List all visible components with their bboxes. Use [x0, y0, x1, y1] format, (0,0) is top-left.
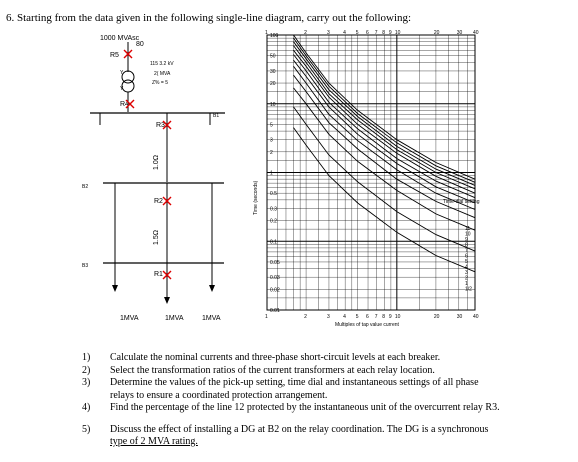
source-label: 1000 MVAsc [100, 35, 140, 42]
x-tick-top-label: 10 [394, 30, 401, 36]
transformer-impedance: Z% = 5 [152, 80, 168, 86]
x-tick-label: 7 [374, 314, 378, 320]
chart-x-ticks [265, 30, 479, 320]
dial-tick-label: 7 [465, 248, 468, 254]
y-tick-label: 0.1 [270, 239, 277, 246]
task-number: 4) [82, 402, 91, 413]
dial-tick-label: 3 [465, 270, 468, 276]
transformer-rating: 2( MVA [154, 71, 171, 77]
y-tick-label: 2 [270, 149, 273, 156]
y-tick-label: 0.01 [270, 308, 280, 314]
single-line-diagram [70, 30, 245, 330]
dial-tick-label: 6 [465, 253, 468, 260]
y-tick-label: 0.05 [270, 259, 280, 266]
x-tick-label: 10 [394, 314, 401, 320]
x-tick-label: 30 [456, 314, 463, 320]
x-tick-top-label: 8 [382, 30, 386, 36]
x-tick-top-label: 9 [388, 30, 392, 36]
x-tick-top-label: 7 [374, 30, 378, 36]
y-tick-label: 0.03 [270, 275, 280, 282]
task-text-line: Discuss the effect of installing a DG at B2 on the relay coordination. The DG is a synchronous [110, 423, 489, 435]
y-tick-label: 30 [270, 68, 276, 75]
x-tick-top-label: 3 [326, 30, 330, 36]
chart-right-ticks [465, 226, 472, 293]
task-text-line: Select the transformation ratios of the current transformers at each relay location. [110, 364, 435, 376]
x-tick-top-label: 2 [304, 30, 307, 36]
x-tick-top-label: 20 [433, 30, 440, 36]
x-tick-label: 4 [343, 314, 346, 320]
y-tick-label: 1 [270, 170, 273, 177]
x-tick-label: 9 [388, 314, 392, 320]
load-2-label: 1MVA [165, 315, 184, 322]
x-tick-label: 5 [355, 314, 359, 320]
load-1-label: 1MVA [120, 315, 139, 322]
x-tick-top-label: 40 [473, 30, 479, 36]
x-tick-label: 40 [473, 314, 479, 320]
relay-r1-label: R1 [154, 271, 163, 278]
x-tick-top-label: 6 [366, 30, 369, 36]
task-text-line: Determine the values of the pick-up setting, time dial and instantaneous settings of all phase [110, 377, 479, 388]
y-tick-label: 0.02 [270, 287, 280, 294]
y-tick-label: 0.3 [270, 206, 277, 213]
transformer-y1: Y [120, 70, 124, 76]
task-list [82, 352, 572, 449]
dial-tick-label: 4 [465, 264, 468, 271]
task-number: 3) [82, 377, 91, 388]
line12-impedance: 1.0Ω [153, 155, 160, 170]
x-tick-label: 6 [366, 314, 369, 320]
dial-tick-label: 11 [465, 226, 471, 232]
task-text-line: relays to ensure a coordinated protection arrangement. [110, 389, 328, 401]
dial-tick-label: 1/2 [465, 286, 472, 293]
task-text-line: type of 2 MVA rating. [110, 436, 198, 447]
x-tick-label: 1 [265, 314, 268, 320]
load-3-label: 1MVA [202, 315, 221, 322]
y-tick-label: 10 [270, 101, 276, 108]
bus-b2-label: B2 [82, 184, 89, 190]
y-tick-label: 3 [270, 137, 273, 144]
task-text-line: Calculate the nominal currents and three-phase short-circuit levels at each breaker. [110, 352, 441, 363]
task-number: 2) [82, 364, 91, 376]
x-tick-top-label: 5 [355, 30, 359, 36]
task-text-line: Find the percentage of the line 12 protected by the instantaneous unit of the overcurrent relay R3. [110, 402, 500, 413]
x-tick-top-label: 1 [265, 30, 268, 36]
task-number: 1) [82, 352, 91, 363]
task-item [82, 352, 572, 365]
chart-y-axis-label: Time (seconds) [253, 180, 259, 215]
task-item [82, 377, 572, 402]
dial-tick-label: 2 [465, 275, 468, 282]
task-number: 5) [82, 423, 91, 435]
source-x-label: 80 [136, 41, 144, 48]
y-tick-label: 0.5 [270, 191, 277, 198]
line23-impedance: 1.5Ω [153, 230, 160, 245]
relay-tcc-chart [247, 30, 487, 340]
bus-b3-label: B3 [82, 263, 89, 269]
y-tick-label: 0.2 [270, 218, 277, 225]
x-tick-top-label: 4 [343, 30, 346, 36]
relay-r2-label: R2 [154, 198, 163, 205]
y-tick-label: 100 [270, 33, 279, 39]
transformer-voltage: 115 3.2 kV [150, 61, 174, 67]
dial-tick-label: 9 [465, 237, 468, 243]
x-tick-label: 2 [304, 314, 307, 320]
question-title: 6. Starting from the data given in the following single-line diagram, carry out the following: [6, 12, 412, 24]
relay-r5-label: R5 [110, 52, 119, 59]
x-tick-top-label: 30 [456, 30, 463, 36]
task-item [82, 402, 572, 415]
dial-tick-label: 8 [465, 242, 468, 249]
task-item [82, 424, 572, 449]
chart-y-ticks [270, 33, 280, 314]
x-tick-label: 8 [382, 314, 386, 320]
chart-x-axis-label: Multiples of tap value current [335, 322, 399, 328]
transformer-secondary-winding [122, 80, 134, 92]
dial-tick-label: 1 [465, 281, 468, 287]
y-tick-label: 5 [270, 122, 273, 129]
relay-r3-label: R3 [156, 122, 165, 129]
y-tick-label: 20 [270, 81, 276, 88]
chart-right-label: Time-dial setting [443, 199, 480, 205]
y-tick-label: 50 [270, 53, 276, 60]
bus-b1-label: B1 [213, 113, 220, 119]
x-tick-label: 20 [433, 314, 440, 320]
x-tick-label: 3 [326, 314, 330, 320]
dial-tick-label: 5 [465, 259, 468, 265]
dial-tick-label: 10 [465, 231, 471, 238]
task-item [82, 365, 572, 378]
transformer-y2: Y [120, 86, 124, 92]
relay-r4-label: R4 [120, 101, 129, 108]
